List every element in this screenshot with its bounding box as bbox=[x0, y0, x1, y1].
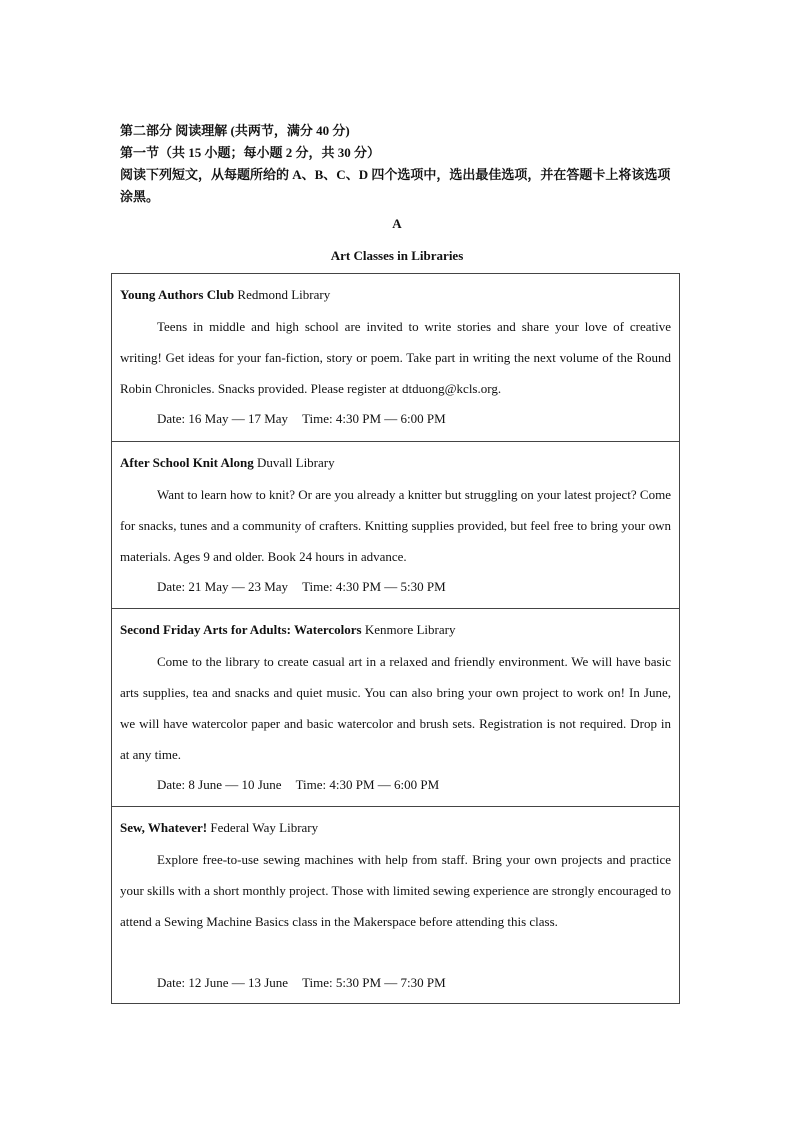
class-time: Time: 4:30 PM — 6:00 PM bbox=[302, 411, 446, 426]
class-time: Time: 5:30 PM — 7:30 PM bbox=[302, 975, 446, 990]
instructions: 阅读下列短文，从每题所给的 A、B、C、D 四个选项中，选出最佳选项，并在答题卡上将该选项涂黑。 bbox=[120, 167, 671, 204]
class-name: After School Knit Along bbox=[120, 455, 254, 470]
class-description: Explore free-to-use sewing machines with help from staff. Bring your own projects and practice your skills with a short monthly project. Those with limited sewing experience are strongly encouraged to attend a Sewing Machine Basics class in the Makerspace before attending this class. bbox=[120, 852, 671, 929]
classes-table bbox=[111, 273, 680, 1004]
class-entry bbox=[112, 441, 679, 608]
class-entry bbox=[112, 274, 679, 441]
library-name: Redmond Library bbox=[237, 287, 331, 302]
class-entry bbox=[112, 608, 679, 806]
library-name: Duvall Library bbox=[257, 455, 335, 470]
class-name: Sew, Whatever! bbox=[120, 820, 208, 835]
class-title bbox=[120, 622, 455, 638]
class-date: Date: 21 May — 23 May bbox=[157, 579, 289, 594]
class-time: Time: 4:30 PM — 6:00 PM bbox=[295, 777, 440, 792]
class-time: Time: 4:30 PM — 5:30 PM bbox=[302, 579, 446, 594]
class-schedule bbox=[157, 579, 446, 595]
class-description: Teens in middle and high school are invited to write stories and share your love of creative writing! Get ideas for your fan-fiction, story or poem. Take part in writing the next volume of the Round Robin Chronicles. Snacks provided. Please register at dtduong@kcls.org. bbox=[120, 319, 671, 396]
library-name: Federal Way Library bbox=[210, 820, 319, 835]
class-schedule bbox=[157, 411, 446, 427]
class-description: Want to learn how to knit? Or are you already a knitter but struggling on your latest project? Come for snacks, tunes and a community of crafters. Knitting supplies provided, but feel free to bring your own materials. Ages 9 and older. Book 24 hours in advance. bbox=[120, 487, 671, 564]
class-name: Young Authors Club bbox=[120, 287, 235, 302]
class-title bbox=[120, 820, 318, 836]
class-title bbox=[120, 287, 330, 303]
class-date: Date: 16 May — 17 May bbox=[157, 411, 289, 426]
class-schedule bbox=[157, 975, 446, 991]
class-description: Come to the library to create casual art in a relaxed and friendly environment. We will have basic arts supplies, tea and snacks and quiet music. You can also bring your own project to work on! In June, we will have watercolor paper and basic watercolor and brush sets. Registration is not required. Drop in at any time. bbox=[120, 654, 671, 762]
passage-letter: A bbox=[392, 216, 402, 231]
library-name: Kenmore Library bbox=[364, 622, 456, 637]
part-heading: 第二部分 阅读理解 (共两节，满分 40 分) bbox=[120, 123, 350, 138]
passage-title: Art Classes in Libraries bbox=[330, 248, 464, 263]
class-name: Second Friday Arts for Adults: Watercolors bbox=[120, 622, 362, 637]
class-schedule bbox=[157, 777, 439, 793]
class-date: Date: 8 June — 10 June bbox=[157, 777, 282, 792]
class-entry bbox=[112, 806, 679, 1003]
class-title bbox=[120, 455, 335, 471]
section-header bbox=[120, 120, 680, 208]
section-heading: 第一节（共 15 小题；每小题 2 分，共 30 分） bbox=[120, 145, 381, 160]
class-date: Date: 12 June — 13 June bbox=[157, 975, 289, 990]
